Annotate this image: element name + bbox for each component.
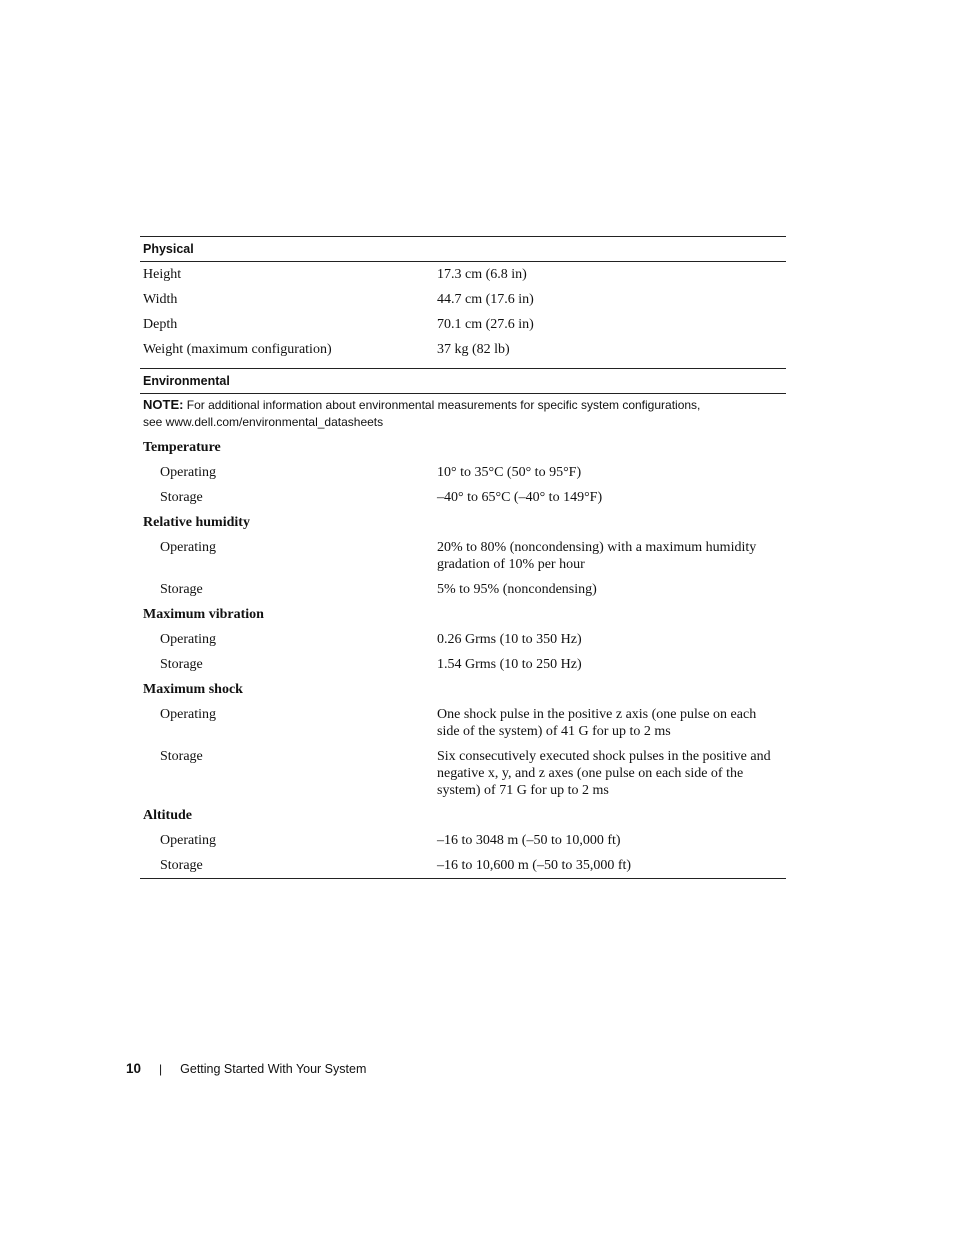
spec-label: Depth bbox=[143, 317, 178, 332]
spec-label: Operating bbox=[160, 632, 216, 647]
spec-label: Operating bbox=[160, 540, 216, 555]
spec-value: –16 to 3048 m (–50 to 10,000 ft) bbox=[437, 833, 621, 848]
note-block bbox=[140, 394, 786, 435]
spec-row-shock-operating bbox=[140, 702, 786, 744]
spec-row-altitude-storage bbox=[140, 853, 786, 878]
spec-label: Width bbox=[143, 292, 178, 307]
spec-row-humidity-storage bbox=[140, 577, 786, 602]
spec-value: 17.3 cm (6.8 in) bbox=[437, 267, 527, 282]
spec-label: Storage bbox=[160, 657, 203, 672]
group-title-humidity: Relative humidity bbox=[143, 515, 250, 530]
section-header-environmental: Environmental bbox=[140, 368, 786, 394]
spec-value: Six consecutively executed shock pulses in the positive and negative x, y, and z axes (one pulse on each side of the system) of 71 G for up to 2 ms bbox=[437, 749, 771, 798]
group-title-shock: Maximum shock bbox=[143, 682, 243, 697]
group-title-altitude: Altitude bbox=[143, 808, 192, 823]
spec-row-altitude-operating bbox=[140, 828, 786, 853]
page-number: 10 bbox=[126, 1061, 142, 1076]
spec-value: –40° to 65°C (–40° to 149°F) bbox=[437, 490, 603, 505]
spec-value: 0.26 Grms (10 to 350 Hz) bbox=[437, 632, 582, 647]
spec-row-temperature-storage bbox=[140, 485, 786, 510]
spec-value: 37 kg (82 lb) bbox=[437, 342, 510, 357]
page-footer bbox=[126, 1061, 366, 1076]
specifications-table bbox=[140, 236, 786, 879]
spec-label: Height bbox=[143, 267, 182, 282]
note-text: For additional information about environmental measurements for specific system configurations, bbox=[186, 398, 701, 412]
group-title-vibration: Maximum vibration bbox=[143, 607, 264, 622]
spec-label: Storage bbox=[160, 582, 203, 597]
footer-title: Getting Started With Your System bbox=[180, 1061, 367, 1076]
spec-row-width bbox=[140, 287, 786, 312]
section-header-physical: Physical bbox=[140, 237, 786, 262]
spec-label: Storage bbox=[160, 749, 203, 764]
spec-value: 5% to 95% (noncondensing) bbox=[437, 582, 597, 597]
spec-value: 44.7 cm (17.6 in) bbox=[437, 292, 534, 307]
spec-label: Storage bbox=[160, 858, 203, 873]
spec-label: Operating bbox=[160, 833, 216, 848]
spec-value: –16 to 10,600 m (–50 to 35,000 ft) bbox=[437, 858, 632, 873]
spec-label: Storage bbox=[160, 490, 203, 505]
spec-row-vibration-operating bbox=[140, 627, 786, 652]
spec-value: One shock pulse in the positive z axis (one pulse on each side of the system) of 41 G for up to 2 ms bbox=[437, 707, 757, 739]
spec-row-depth bbox=[140, 312, 786, 337]
group-title-temperature: Temperature bbox=[143, 440, 221, 455]
spec-row-height bbox=[140, 262, 786, 287]
spec-value: 70.1 cm (27.6 in) bbox=[437, 317, 534, 332]
spec-label: Operating bbox=[160, 465, 216, 480]
spec-row-shock-storage bbox=[140, 744, 786, 803]
note-text-url: see www.dell.com/environmental_datasheets bbox=[143, 415, 384, 429]
spec-value: 1.54 Grms (10 to 250 Hz) bbox=[437, 657, 582, 672]
spec-row-weight bbox=[140, 337, 786, 362]
spec-label: Weight (maximum configuration) bbox=[143, 342, 332, 357]
spec-value: 10° to 35°C (50° to 95°F) bbox=[437, 465, 582, 480]
spec-row-vibration-storage bbox=[140, 652, 786, 677]
footer-separator: | bbox=[159, 1061, 163, 1076]
spec-row-humidity-operating bbox=[140, 535, 786, 577]
spec-value: 20% to 80% (noncondensing) with a maximum humidity gradation of 10% per hour bbox=[437, 540, 757, 572]
note-label: NOTE: bbox=[143, 397, 184, 412]
spec-row-temperature-operating bbox=[140, 460, 786, 485]
spec-label: Operating bbox=[160, 707, 216, 722]
